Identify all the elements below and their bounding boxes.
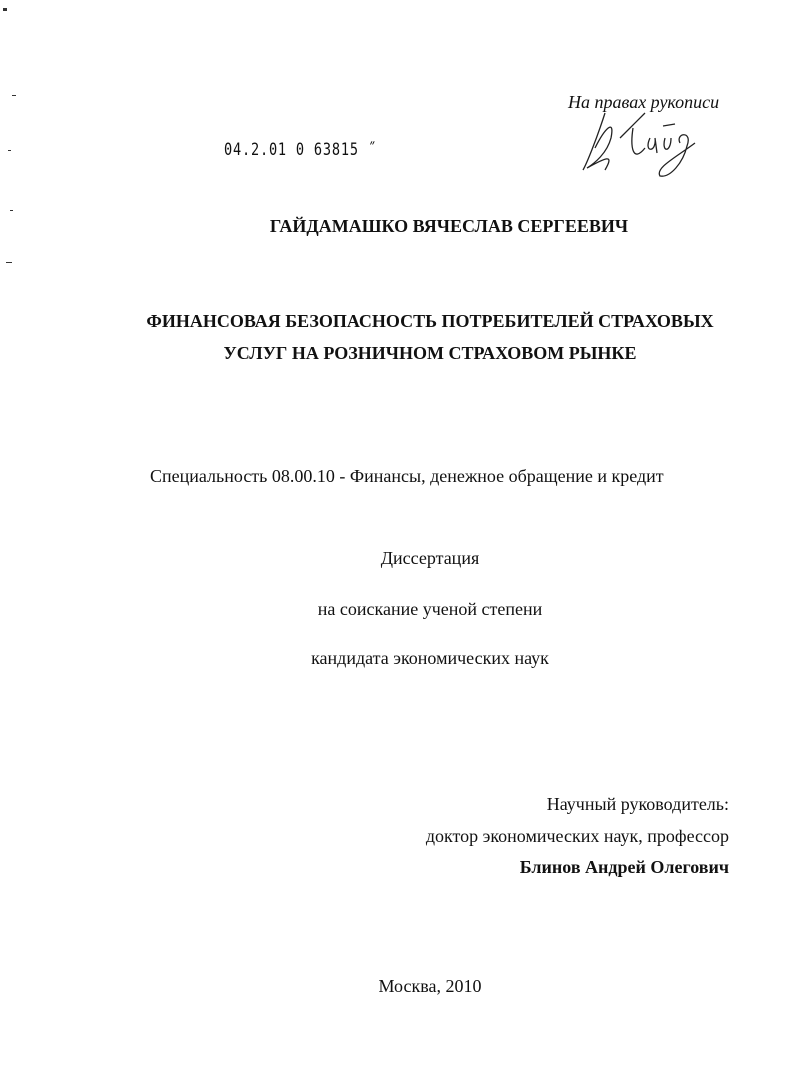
degree-type: Диссертация	[380, 548, 480, 568]
scan-speck	[8, 150, 11, 151]
degree-purpose: на соискание ученой степени	[317, 599, 543, 619]
supervisor-name: Блинов Андрей Олегович	[519, 857, 729, 877]
supervisor-title: доктор экономических наук, профессор	[425, 825, 729, 846]
supervisor-label: Научный руководитель:	[546, 794, 729, 814]
specialty: Специальность 08.00.10 - Финансы, денежное обращение и кредит	[150, 466, 664, 486]
scan-speck	[12, 95, 16, 96]
degree-name: кандидата экономических наук	[311, 648, 549, 668]
scan-speck	[3, 8, 7, 11]
signature	[575, 108, 705, 183]
supervisor-block	[426, 789, 729, 884]
thesis-title-line-1: ФИНАНСОВАЯ БЕЗОПАСНОСТЬ ПОТРЕБИТЕЛЕЙ СТРАХОВЫХ	[146, 311, 714, 331]
scan-speck	[6, 262, 12, 263]
city-year: Москва, 2010	[378, 976, 482, 996]
manuscript-note: На правах рукописи	[568, 92, 720, 112]
registration-stamp-number: 04.2.01 0 63815 ˝	[224, 140, 377, 160]
scan-speck	[10, 210, 13, 211]
signature-drawing	[575, 108, 705, 183]
author-name: ГАЙДАМАШКО ВЯЧЕСЛАВ СЕРГЕЕВИЧ	[269, 216, 629, 236]
thesis-title-line-2: УСЛУГ НА РОЗНИЧНОМ СТРАХОВОМ РЫНКЕ	[223, 343, 637, 363]
